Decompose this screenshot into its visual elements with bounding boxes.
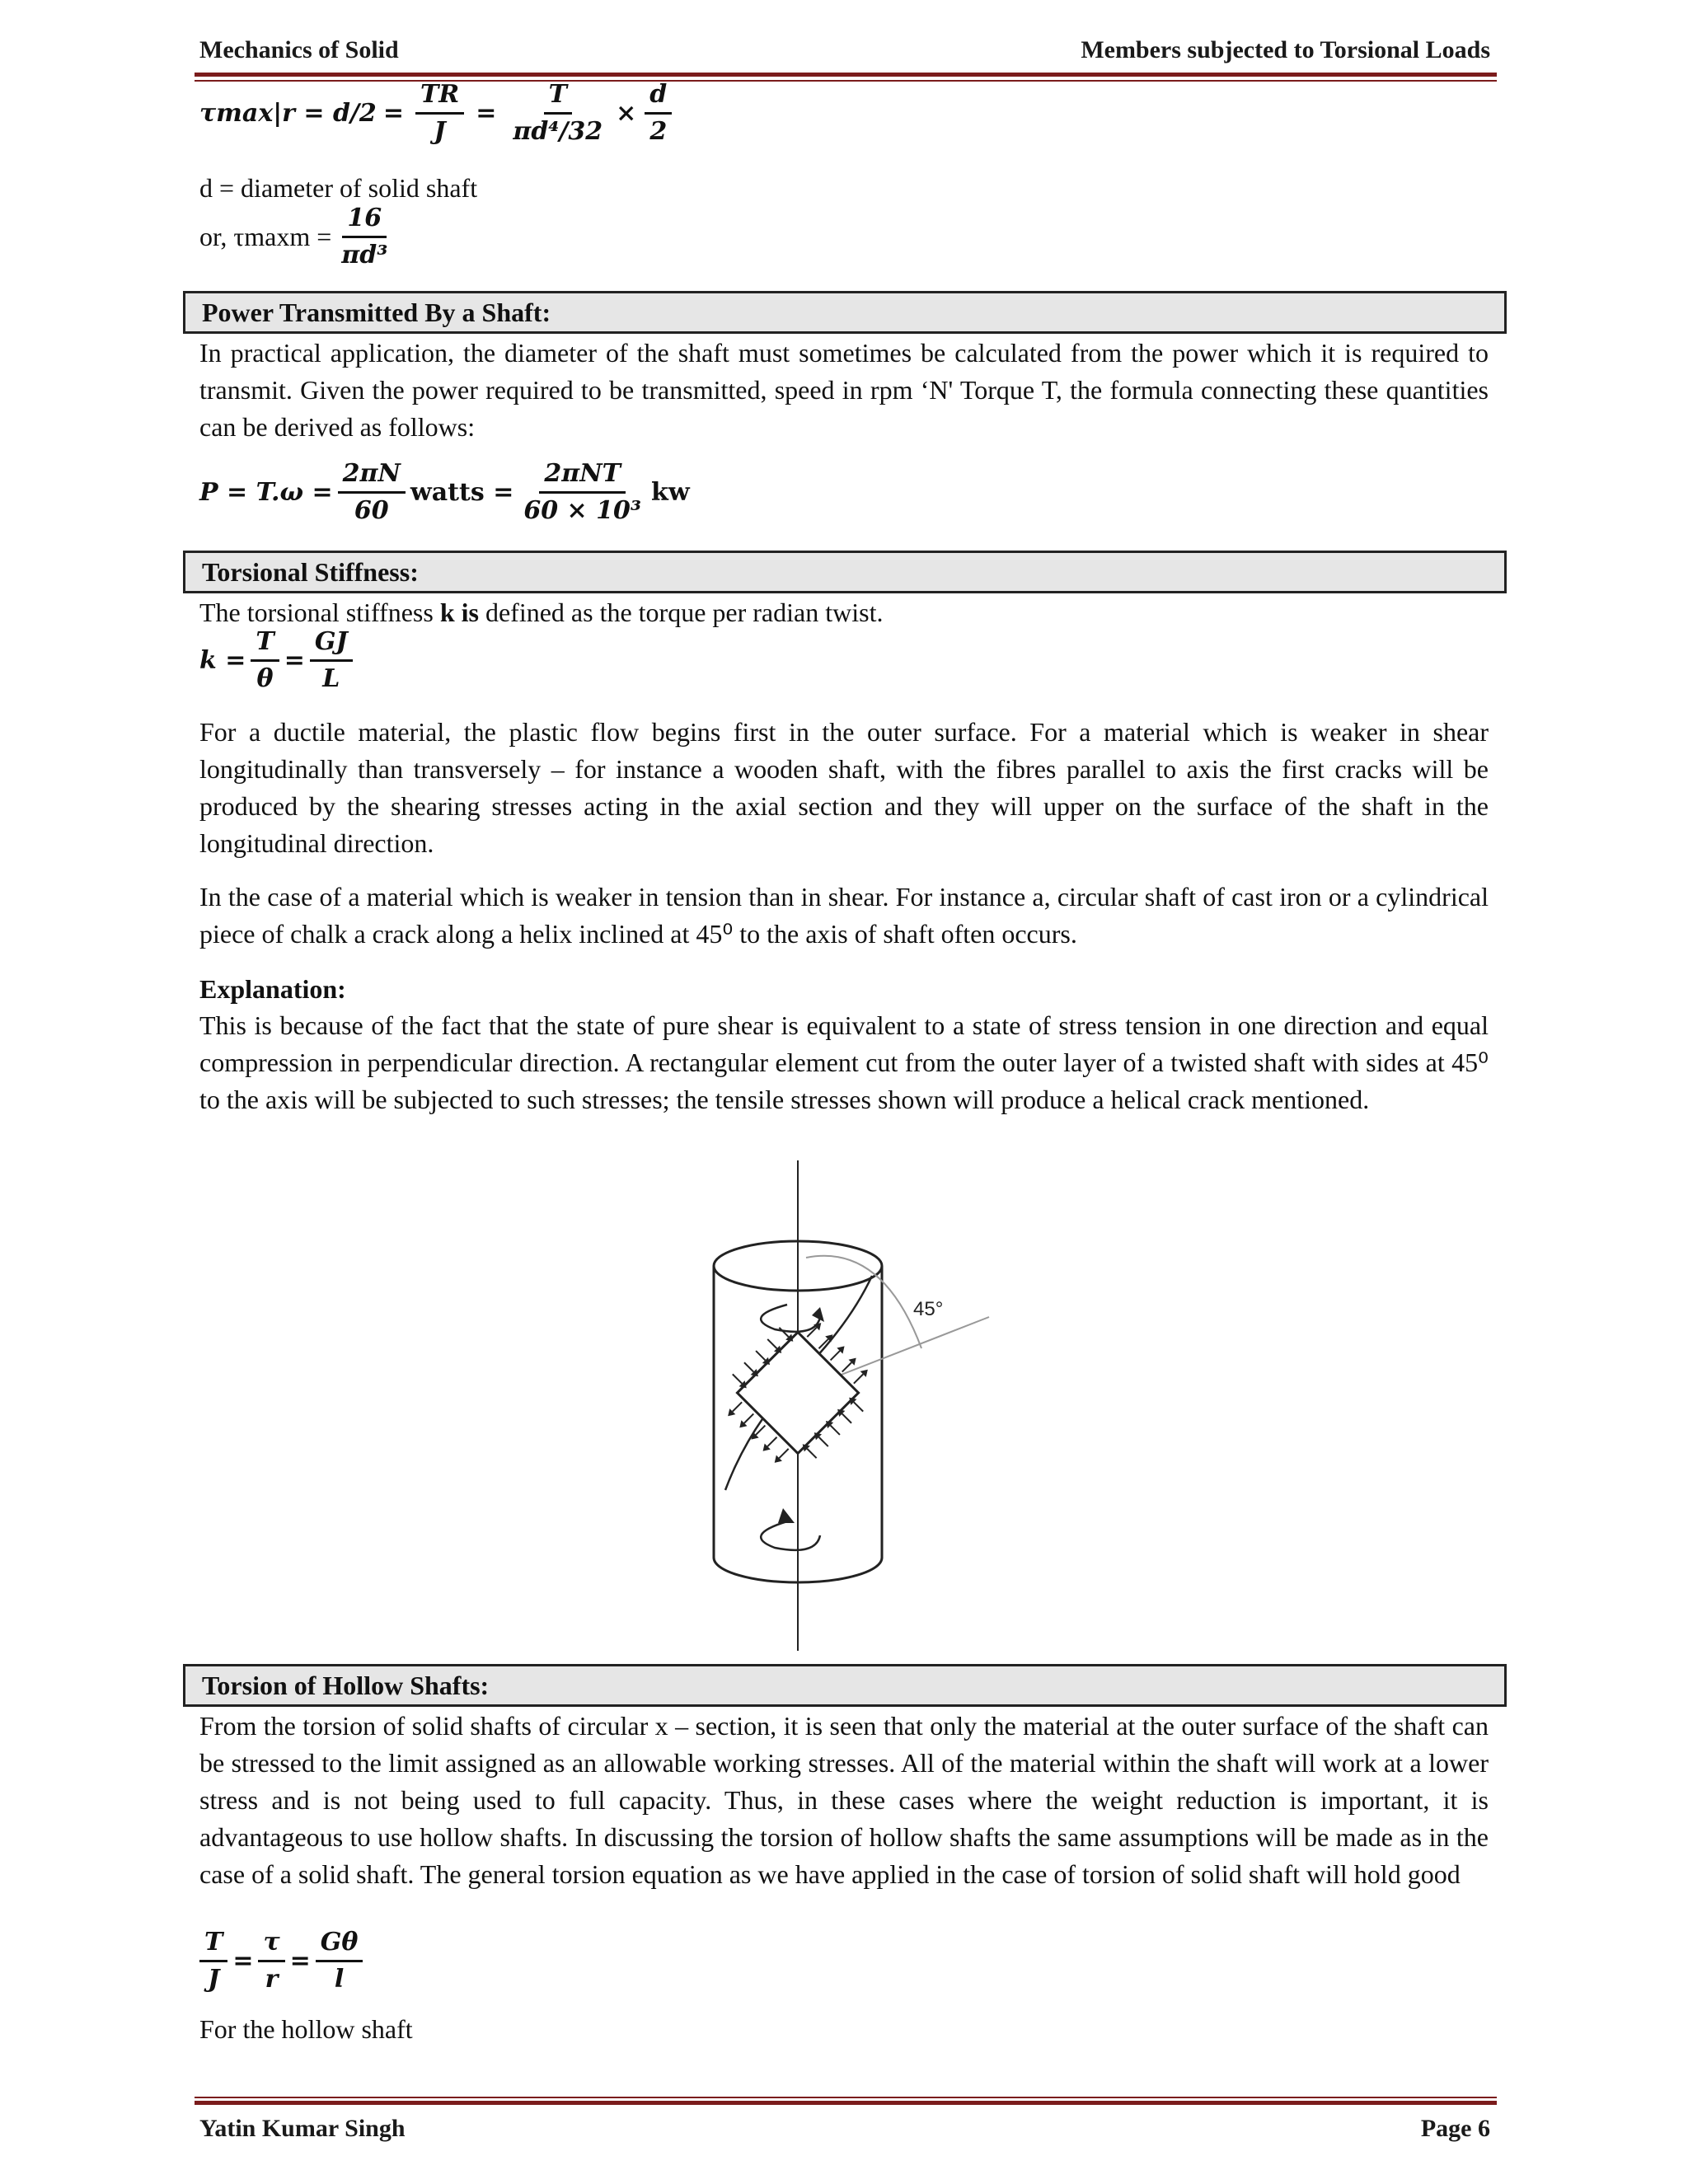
equation-stiffness: k = $\frac{T}{\theta}$ = $\frac{GJ}{L}$ [199,626,358,695]
explanation-heading: Explanation: [199,974,346,1004]
power-paragraph: In practical application, the diameter of the shaft must sometimes be calculated from the power which it is required to transmit. Given the power required to be transmitted, speed in rpm ‘N' Torque T, the formula connecting these quantities can be derived as follows: [199,338,1489,442]
stress-element [710,1305,887,1482]
stiffness-eq-lhs: k = [199,646,246,675]
hollow-eq-frac3: $\frac{G\theta}{l}$ [316,1927,363,1995]
diameter-note: d = diameter of solid shaft [199,173,478,203]
section-heading-hollow: Torsion of Hollow Shafts: [183,1664,1507,1707]
hollow-eq-frac2: $\frac{\tau}{r}$ [258,1927,284,1995]
stiffness-eq-frac1: $\frac{T}{\theta}$ [251,626,279,695]
footer-rule [195,2101,1497,2105]
header-right: Members subjected to Torsional Loads [1081,36,1490,63]
twisted-shaft-figure [692,1160,1006,1655]
power-eq-lhs: P = T.ω = [199,478,333,507]
equation-torsion-general: $\frac{T}{J}$ = $\frac{\tau}{r}$ = $\frac{G\theta}{l}$ [199,1927,368,1995]
equation-tau-max: τmax|r = d/2 = $\frac{TR}{J}$ = $\frac{T}{\text{πd⁴/32}}$ × $\frac{d}{2}$ [199,79,677,148]
eq2-frac: $\frac{16}{\text{πd³}}$ [341,204,388,269]
hollow-shaft-note: For the hollow shaft [199,2014,413,2044]
ductile-paragraph: For a ductile material, the plastic flow begins first in the outer surface. For a material which is weaker in shear longitudinally than transversely – for instance a wooden shaft, with the fibres parallel to axis the first cracks will be produced by the shearing stresses acting in the axial section and they will upper on the surface of the shaft in the longitudinal direction. [199,717,1489,858]
equation-tau-max-m [199,203,397,271]
power-eq-frac2: $\frac{\text{2πNT}}{\text{60 × 10³}}$ [523,459,642,525]
footer-rule-thin [195,2097,1497,2098]
eq1-frac3: $\frac{d}{2}$ [645,79,672,148]
section-heading-stiffness: Torsional Stiffness: [183,551,1507,593]
equation-power [199,458,690,527]
explanation-paragraph: This is because of the fact that the state of pure shear is equivalent to a state of stress tension in one direction and equal compression in perpendicular direction. A rectangular element cut from the outer layer of a twisted shaft with sides at 45⁰ to the axis will be subjected to such stresses; the tensile stresses shown will produce a helical crack mentioned. [199,1010,1489,1114]
power-eq-mid: watts = [410,478,514,507]
eq1-lhs: τmax|r = d/2 [199,99,377,128]
eq2-prefix: or, τmaxm = [199,222,332,251]
power-eq-frac1: $\frac{2\pi N}{60}$ [338,458,406,527]
header-rule [195,73,1497,77]
hollow-paragraph: From the torsion of solid shafts of circular x – section, it is seen that only the material at the outer surface of the shaft can be stressed to the limit assigned as an allowable working stresses. All of the material within the shaft will work at a lower stress and is not being used to full capacity. Thus, in these cases where the weight reduction is important, it is advantageous to use hollow shafts. In discussing the torsion of hollow shafts the same assumptions will be made as in the case of a solid shaft. The general torsion equation as we have applied in the case of torsion of solid shaft will hold good [199,1711,1489,1889]
page-number: Page 6 [1420,2115,1490,2142]
header-left: Mechanics of Solid [199,36,399,63]
eq1-frac1: $\frac{TR}{J}$ [415,79,464,148]
bottom-torque-arrow [761,1521,820,1550]
stiffness-paragraph: The torsional stiffness k is defined as the torque per radian twist. [199,598,884,627]
footer-author: Yatin Kumar Singh [199,2115,406,2142]
power-eq-unit: kw [651,478,690,507]
top-torque-arrow [761,1305,820,1332]
tension-paragraph: In the case of a material which is weaker in tension than in shear. For instance a, circular shaft of cast iron or a cylindrical piece of chalk a crack along a helix inclined at 45⁰ to the axis of shaft often occurs. [199,882,1489,949]
angle-arc [806,1256,921,1348]
hollow-eq-frac1: $\frac{T}{J}$ [199,1927,227,1995]
stiffness-eq-frac2: $\frac{GJ}{L}$ [310,626,353,695]
angle-label: 45° [913,1298,944,1320]
eq1-frac2: $\frac{T}{\text{πd⁴/32}}$ [513,80,603,146]
section-heading-power: Power Transmitted By a Shaft: [183,291,1507,334]
